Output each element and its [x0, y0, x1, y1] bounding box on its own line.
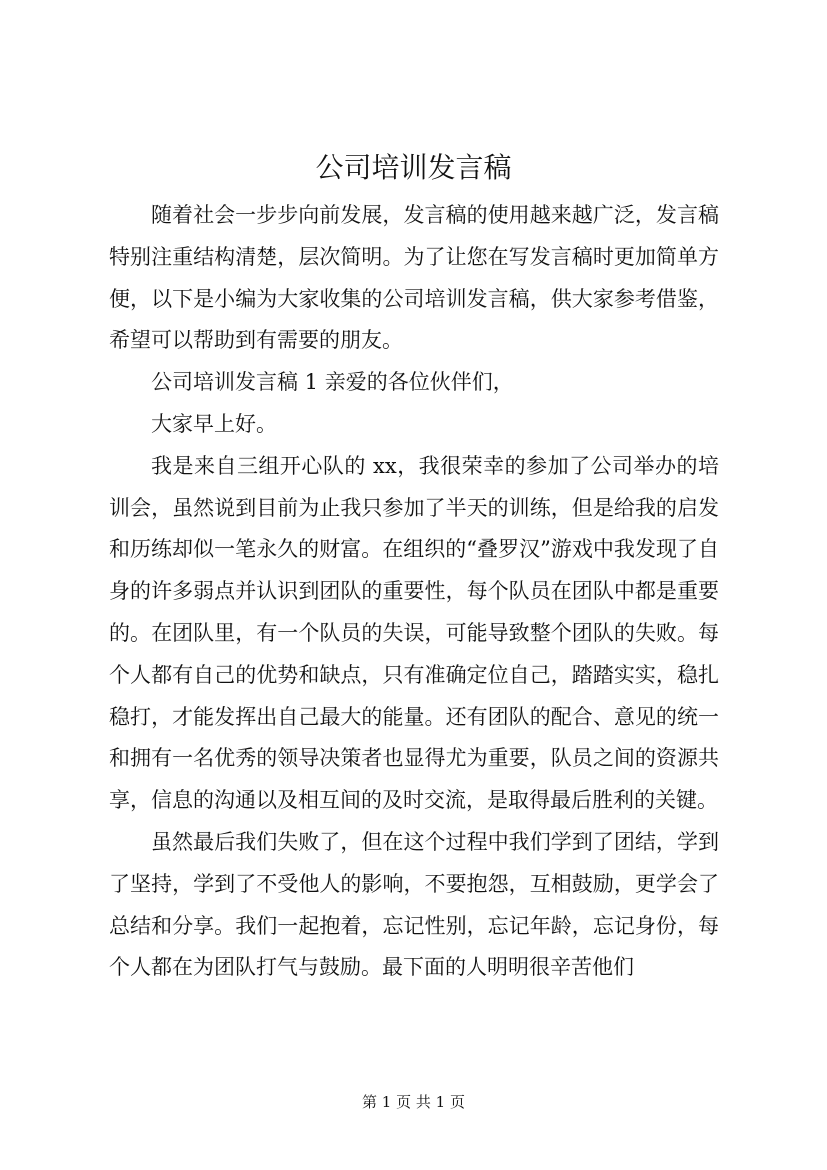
document-title: 公司培训发言稿 [315, 151, 512, 184]
paragraph-main: 我是来自三组开心队的 xx，我很荣幸的参加了公司举办的培训会，虽然说到目前为止我只参加了半天的训练，但是给我的启发和历练却似一笔永久的财富。在组织的“叠罗汉”游戏中我发现了自身的许多弱点并认识到团队的重要性，每个队员在团队中都是重要的。在团队里，有一个队员的失误，可能导致整个团队的失败。每个人都有自己的优势和缺点，只有准确定位自己，踏踏实实，稳扎稳打，才能发挥出自己最大的能量。还有团队的配合、意见的统一和拥有一名优秀的领导决策者也显得尤为重要，队员之间的资源共享，信息的沟通以及相互间的及时交流，是取得最后胜利的关键。 [109, 453, 719, 813]
page-footer: 第 1 页 共 1 页 [362, 1093, 465, 1111]
paragraph-greeting: 大家早上好。 [151, 411, 277, 436]
document-body [109, 195, 719, 989]
paragraph-intro: 随着社会一步步向前发展，发言稿的使用越来越广泛，发言稿特别注重结构清楚，层次简明。为了让您在写发言稿时更加简单方便，以下是小编为大家收集的公司培训发言稿，供大家参考借鉴，希望可以帮助到有需要的朋友。 [109, 203, 719, 353]
paragraph-speech-heading: 公司培训发言稿 1 亲爱的各位伙伴们， [151, 370, 514, 395]
paragraph-conclusion: 虽然最后我们失败了，但在这个过程中我们学到了团结，学到了坚持，学到了不受他人的影响，不要抱怨，互相鼓励，更学会了总结和分享。我们一起抱着，忘记性别，忘记年龄，忘记身份，每个人都在为团队打气与鼓励。最下面的人明明很辛苦他们 [109, 829, 719, 980]
